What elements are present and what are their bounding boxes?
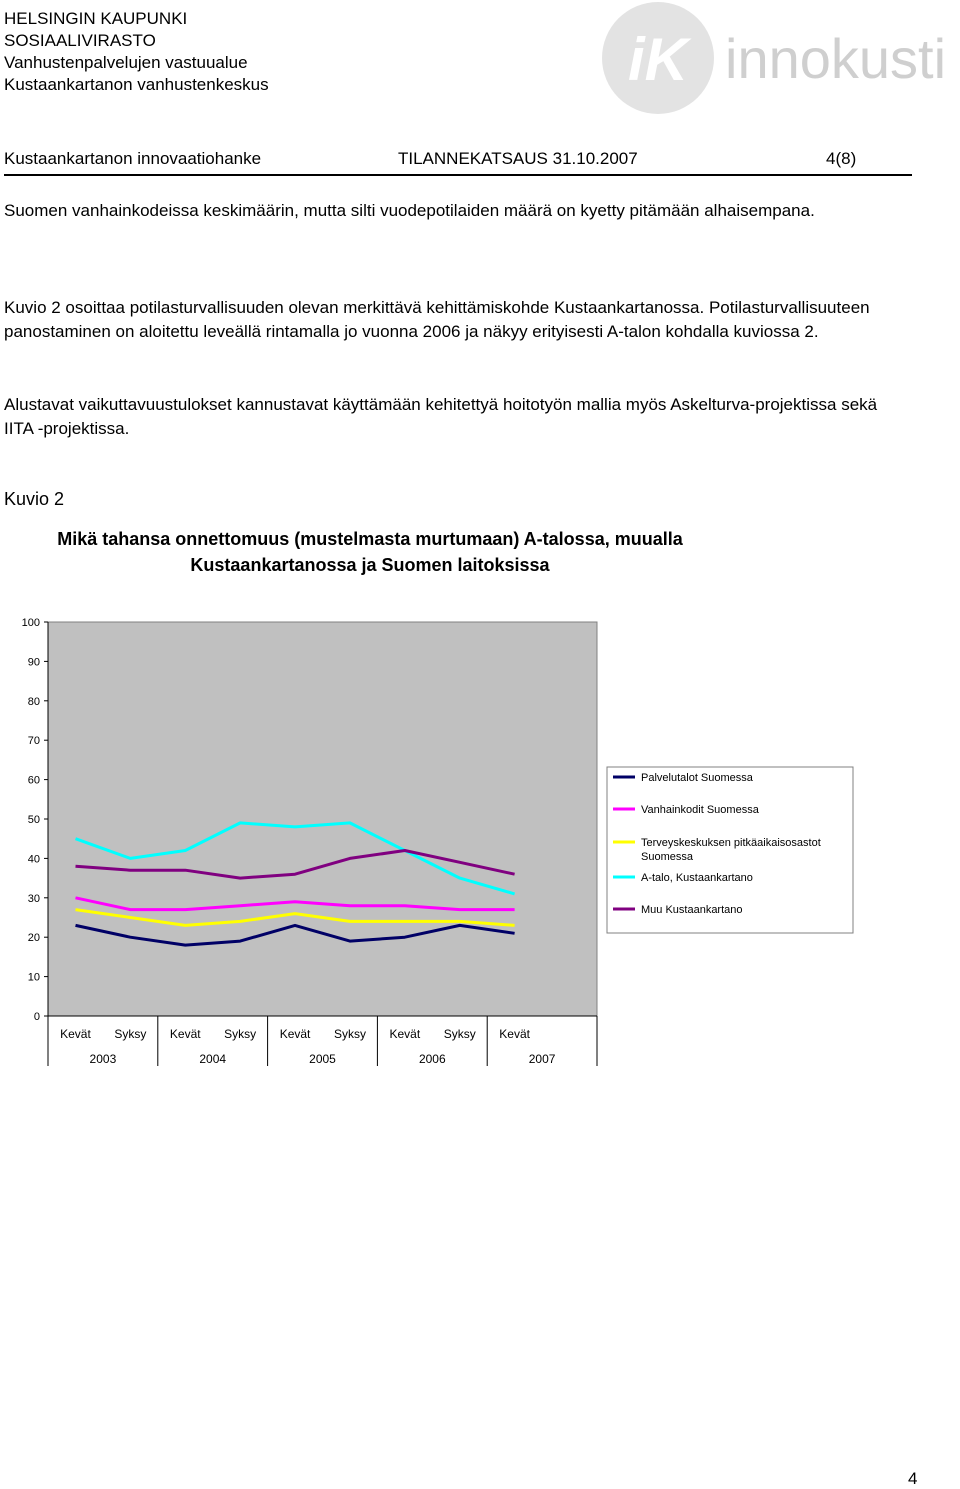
accident-line-chart (0, 600, 900, 1080)
x-category-label: Kevät (499, 1027, 530, 1041)
y-tick-label: 70 (27, 735, 40, 748)
x-category-label: Syksy (333, 1027, 366, 1041)
legend-label: Vanhainkodit Suomessa (641, 804, 759, 816)
x-category-label: Syksy (443, 1027, 476, 1041)
org-line-centre: Kustaankartanon vanhustenkeskus (4, 75, 269, 94)
y-tick-label: 20 (27, 932, 40, 945)
y-tick-label: 10 (27, 971, 40, 984)
legend-label-continued: Suomessa (641, 851, 693, 863)
innokusti-logo (600, 0, 960, 118)
paragraph-1: Suomen vanhainkodeissa keskimäärin, mutta silti vuodepotilaiden määrä on kyetty pitämään alhaisempana. (4, 201, 815, 220)
org-line-city: HELSINGIN KAUPUNKI (4, 9, 188, 28)
org-line-unit: Vanhustenpalvelujen vastuualue (4, 53, 248, 72)
figure-label: Kuvio 2 (4, 489, 65, 509)
y-tick-label: 0 (33, 1011, 40, 1023)
year-label: 2007 (528, 1052, 556, 1066)
y-tick-label: 30 (27, 892, 40, 905)
x-category-label: Kevät (60, 1027, 91, 1041)
x-category-label: Syksy (224, 1027, 257, 1041)
y-tick-label: 40 (27, 853, 40, 866)
chart-title-line-2: Kustaankartanossa ja Suomen laitoksissa (190, 555, 550, 575)
y-tick-label: 90 (27, 656, 40, 669)
x-category-label: Kevät (279, 1027, 311, 1041)
legend-label: Muu Kustaankartano (641, 904, 743, 916)
y-tick-label: 100 (21, 617, 40, 629)
chart-title-line-1: Mikä tahansa onnettomuus (mustelmasta murtumaan) A-talossa, muualla (57, 529, 683, 549)
page-of: 4(8) (826, 149, 857, 168)
x-category-label: Kevät (169, 1027, 201, 1041)
year-label: 2004 (199, 1052, 227, 1066)
x-category-label: Syksy (114, 1027, 147, 1041)
legend-label: A-talo, Kustaankartano (641, 872, 753, 884)
chart-title (0, 526, 740, 578)
organisation-block (4, 8, 269, 96)
year-label: 2005 (309, 1052, 336, 1066)
project-name: Kustaankartanon innovaatiohanke (4, 149, 262, 168)
plot-area (48, 622, 597, 1016)
y-tick-label: 50 (27, 814, 40, 826)
logo-wordmark: innokusti (725, 27, 947, 90)
legend-label: Palvelutalot Suomessa (641, 772, 753, 784)
paragraph-2: Kuvio 2 osoittaa potilasturvallisuuden olevan merkittävä kehittämiskohde Kustaankartanossa. Potilasturvallisuuteen panostaminen on aloitettu leveällä rintamalla jo vuonna 2006 ja näkyy erityisesti A-talon kohdalla kuviossa 2. (4, 298, 870, 341)
org-line-department: SOSIAALIVIRASTO (4, 31, 156, 50)
year-label: 2006 (418, 1052, 446, 1066)
document-header (4, 148, 912, 176)
y-tick-label: 60 (27, 774, 40, 787)
legend-label: Terveyskeskuksen pitkäaikaisosastot (641, 837, 821, 849)
year-label: 2003 (89, 1052, 117, 1066)
paragraph-3: Alustavat vaikuttavuustulokset kannustavat käyttämään kehitettyä hoitotyön mallia myös Askelturva-projektissa sekä IITA -projektissa. (4, 395, 878, 438)
x-category-label: Kevät (389, 1027, 421, 1041)
y-tick-label: 80 (27, 695, 40, 708)
report-title: TILANNEKATSAUS 31.10.2007 (398, 149, 638, 168)
page-number: 4 (908, 1469, 918, 1488)
logo-mark: iK (628, 26, 688, 93)
